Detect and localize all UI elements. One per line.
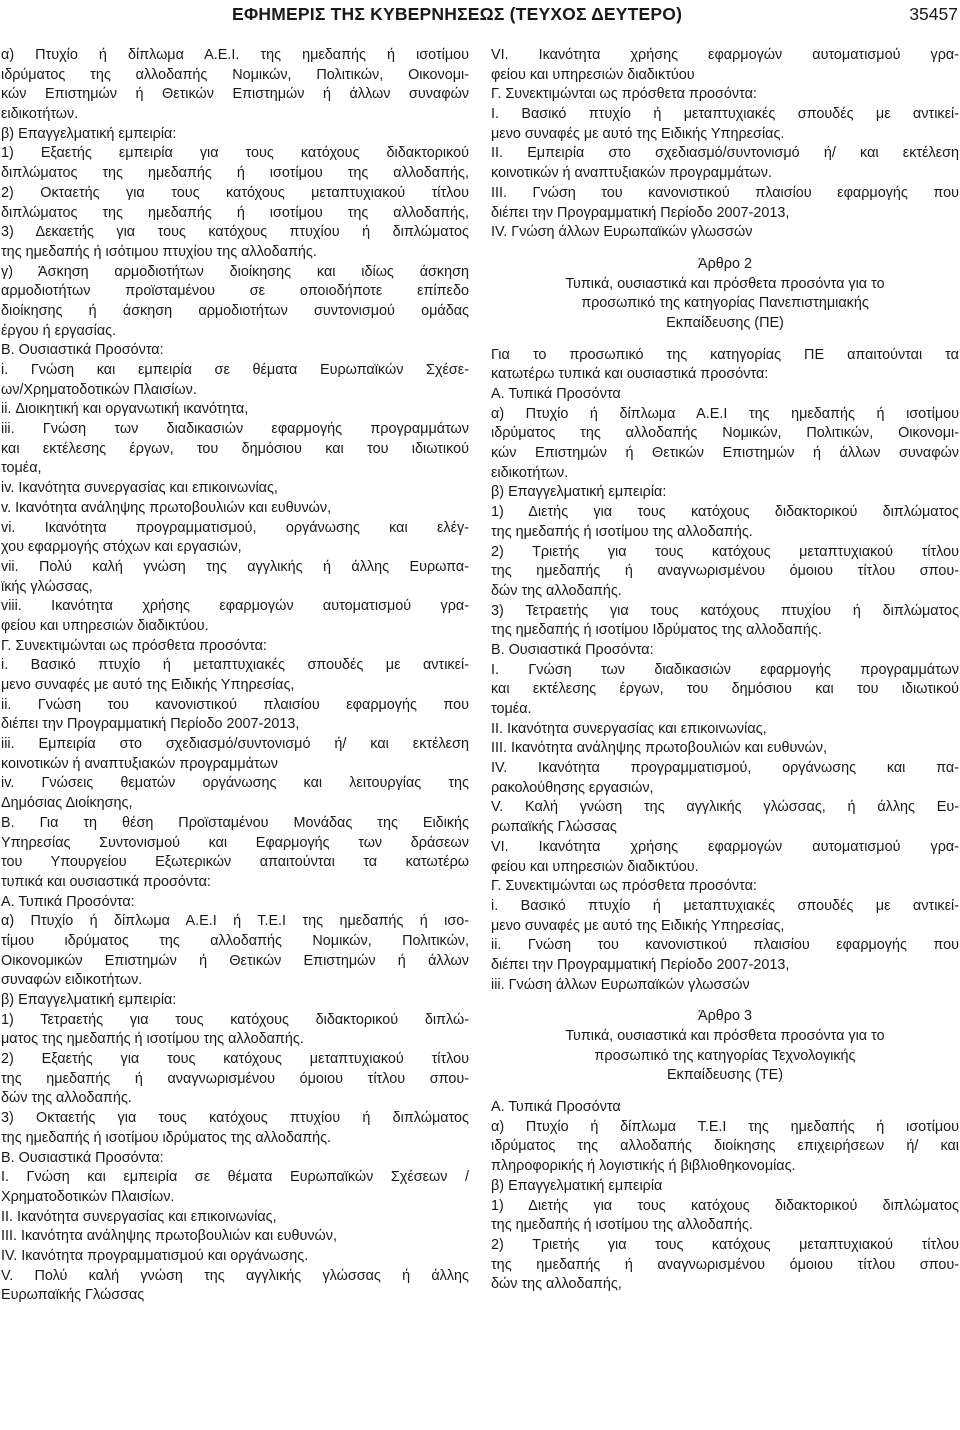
paragraph-gap [491, 243, 959, 255]
text-line: II. Εμπειρία στο σχεδιασμό/συντονισμό ή/ και εκτέλεση [491, 145, 959, 162]
text-line: πληροφορικής ή λογιστικής ή βιβλιοθηκονομίας. [491, 1158, 796, 1175]
text-line: iii. Γνώση των διαδικασιών εφαρμογής προγραμμάτων [1, 421, 469, 438]
text-line: Γ. Συνεκτιμώνται ως πρόσθετα προσόντα: [491, 86, 757, 103]
text-line: β) Επαγγελματική εμπειρία [491, 1177, 663, 1194]
text-line: Α. Τυπικά Προσόντα [491, 386, 621, 402]
text-line: v. Ικανότητα ανάληψης πρωτοβουλιών και ευθυνών, [1, 499, 332, 516]
text-line: της ημεδαπής ή ισοτίμου της αλλοδαπής. [491, 1217, 753, 1234]
text-line: τυπικά και ουσιαστικά προσόντα: [1, 873, 211, 890]
text-line: μενο συναφές με αυτό της Ειδικής Υπηρεσίας. [491, 125, 785, 142]
text-line: κών Επιστημών ή Θετικών Επιστημών ή άλλων συναφών [491, 445, 959, 462]
text-line: έργου ή εργασίας. [1, 322, 117, 339]
text-line: της ημεδαπής ή ισοτίμου της αλλοδαπής. [491, 523, 753, 540]
text-line: τομέα, [1, 460, 42, 477]
text-line: IV. Ικανότητα προγραμματισμού και οργάνωσης. [1, 1247, 309, 1264]
text-line: 2) Τριετής για τους κατόχους μεταπτυχιακού τίτλου [491, 1236, 959, 1253]
text-line: διέπει την Προγραμματική Περίοδο 2007-2013, [1, 716, 300, 733]
text-line: τομέα. [491, 701, 532, 717]
text-line: χου εφαρμογής στόχων και εργασιών, [1, 539, 242, 556]
text-line: δών της αλλοδαπής, [491, 1276, 622, 1293]
text-line: ii. Διοικητική και οργανωτική ικανότητα, [1, 401, 249, 418]
text-line: ματος της ημεδαπής ή ισοτίμου της αλλοδαπής. [1, 1031, 304, 1048]
text-line: Δημόσιας Διοίκησης, [1, 795, 133, 812]
text-line: κοινοτικών ή αναπτυξιακών προγραμμάτων [1, 755, 278, 772]
text-line: Γ. Συνεκτιμώνται ως πρόσθετα προσόντα: [491, 878, 757, 895]
text-line: κατωτέρω τυπικά και ουσιαστικά προσόντα: [491, 366, 769, 383]
text-line: vi. Ικανότητα προγραμματισμού, οργάνωσης και ελέγ- [1, 519, 469, 536]
text-line: ρακολούθησης εργασιών, [491, 779, 654, 796]
text-line: Οικονομικών Επιστημών ή Θετικών Επιστημών ή άλλων [1, 952, 469, 969]
section-heading-line: προσωπικό της κατηγορίας Πανεπιστημιακής [581, 295, 869, 312]
text-line: α) Πτυχίο ή δίπλωμα Α.Ε.Ι ή Τ.Ε.Ι της ημεδαπής ή ισο- [1, 913, 469, 930]
section-heading-line: Εκπαίδευσης (ΤΕ) [666, 1067, 784, 1084]
text-line: iii. Εμπειρία στο σχεδιασμό/συντονισμό ή/ και εκτέλεση [1, 736, 469, 753]
text-line: β) Επαγγελματική εμπειρία: [1, 125, 177, 142]
text-line: VI. Ικανότητα χρήσης εφαρμογών αυτοματισμού γρα- [491, 838, 959, 855]
text-line: I. Βασικό πτυχίο ή μεταπτυχιακές σπουδές με αντικεί- [491, 106, 959, 123]
text-line: 1) Διετής για τους κατόχους διδακτορικού διπλώματος [491, 504, 959, 521]
text-line: τίμου ιδρύματος της αλλοδαπής Νομικών, Πολιτικών, [1, 932, 469, 949]
text-line: δών της αλλοδαπής. [491, 582, 622, 599]
text-line: της ημεδαπής ή αναγνωρισμένου όμοιου τίτλου σπου- [491, 563, 959, 580]
section-heading-line: Άρθρο 2 [698, 255, 752, 272]
text-line: V. Καλή γνώση της αγγλικής γλώσσας, ή άλλης Ευ- [491, 799, 959, 816]
text-line: διοίκησης ή άσκηση αρμοδιοτήτων συντονισμού ομάδας [1, 302, 469, 319]
text-line: της ημεδαπής ή αναγνωρισμένου όμοιου τίτλου σπου- [1, 1070, 469, 1087]
text-line: και εκτέλεσης έργων, του δημόσιου και του ιδιωτικού [491, 681, 959, 698]
text-line: μενο συναφές με αυτό της Ειδικής Υπηρεσίας, [491, 917, 785, 934]
text-line: III. Γνώση του κανονιστικού πλαισίου εφαρμογής που [491, 184, 959, 201]
text-line: II. Ικανότητα συνεργασίας και επικοινωνίας, [491, 720, 767, 737]
text-line: αρμοδιοτήτων προϊσταμένου σε οποιοδήποτε επίπεδο [1, 283, 469, 300]
text-line: διέπει την Προγραμματική Περίοδο 2007-2013, [491, 956, 790, 973]
text-line: δών της αλλοδαπής. [1, 1090, 132, 1107]
text-line: viii. Ικανότητα χρήσης εφαρμογών αυτοματισμού γρα- [1, 598, 469, 615]
text-line: β) Επαγγελματική εμπειρία: [1, 992, 177, 1008]
section-heading-line: προσωπικό της κατηγορίας Τεχνολογικής [594, 1047, 856, 1064]
text-line: α) Πτυχίο ή δίπλωμα Α.Ε.Ι της ημεδαπής ή ισοτίμου [491, 405, 959, 422]
text-line: της ημεδαπής ή ισοτίμου Ιδρύματος της αλλοδαπής. [491, 622, 822, 639]
text-line: γ) Άσκηση αρμοδιοτήτων διοίκησης και ιδίως άσκηση [1, 263, 469, 280]
section-heading-line: Τυπικά, ουσιαστικά και πρόσθετα προσόντα για το [565, 1028, 885, 1044]
text-line: I. Γνώση και εμπειρία σε θέματα Ευρωπαϊκών Σχέσεων / [1, 1169, 469, 1186]
text-line: Υπηρεσίας Συντονισμού και Εφαρμογής των δράσεων [1, 834, 469, 851]
text-line: 1) Εξαετής εμπειρία για τους κατόχους διδακτορικού [1, 145, 469, 162]
paragraph-gap [491, 1086, 959, 1098]
text-line: ων/Χρηματοδοτικών Πλαισίων. [1, 381, 197, 398]
text-line: φείου και υπηρεσιών διαδικτύου. [491, 858, 699, 875]
text-line: ιδρύματος της αλλοδαπής Νομικών, Πολιτικών, Οικονομι- [1, 66, 469, 83]
text-line: 2) Εξαετής για τους κατόχους μεταπτυχιακού τίτλου [1, 1051, 469, 1068]
text-line: κών Επιστημών ή Θετικών Επιστημών ή άλλων συναφών [1, 86, 469, 103]
text-line: vii. Πολύ καλή γνώση της αγγλικής ή άλλης Ευρωπα- [1, 558, 469, 575]
text-line: i. Γνώση και εμπειρία σε θέματα Ευρωπαϊκών Σχέσε- [1, 362, 469, 378]
text-line: της ημεδαπής ή ισότιμου πτυχίου της αλλοδαπής. [1, 243, 317, 260]
text-line: φείου και υπηρεσιών διαδικτύου. [1, 617, 209, 634]
text-line: 3) Οκταετής για τους κατόχους πτυχίου ή διπλώματος [1, 1110, 469, 1127]
text-line: α) Πτυχίο ή δίπλωμα Α.Ε.Ι. της ημεδαπής ή ισοτίμου [1, 47, 469, 63]
text-line: Β. Ουσιαστικά Προσόντα: [1, 342, 164, 359]
text-line: ιδρύματος της αλλοδαπής Νομικών, Πολιτικών, Οικονομι- [491, 425, 959, 442]
text-line: 2) Οκταετής για τους κατόχους μεταπτυχιακού τίτλου [1, 184, 469, 201]
text-line: Α. Τυπικά Προσόντα: [1, 893, 135, 910]
text-line: διπλώματος της ημεδαπής ή ισοτίμου της αλλοδαπής, [1, 204, 469, 221]
text-line: ειδικοτήτων. [491, 464, 569, 481]
text-line: 3) Δεκαετής για τους κατόχους πτυχίου ή διπλώματος [1, 224, 469, 241]
text-line: III. Ικανότητα ανάληψης πρωτοβουλιών και ευθυνών, [491, 740, 827, 757]
text-line: ii. Γνώση του κανονιστικού πλαισίου εφαρμογής που [1, 696, 469, 713]
text-line: I. Γνώση των διαδικασιών εφαρμογής προγραμμάτων [491, 661, 959, 678]
text-line: 1) Διετής για τους κατόχους διδακτορικού διπλώματος [491, 1197, 959, 1214]
text-line: διπλώματος της ημεδαπής ή ισοτίμου της αλλοδαπής, [1, 165, 469, 182]
text-line: 2) Τριετής για τους κατόχους μεταπτυχιακού τίτλου [491, 543, 959, 560]
text-line: IV. Γνώση άλλων Ευρωπαϊκών γλωσσών [491, 224, 753, 241]
text-line: i. Βασικό πτυχίο ή μεταπτυχιακές σπουδές με αντικεί- [1, 657, 469, 674]
text-line: ρωπαϊκής Γλώσσας [491, 819, 617, 836]
text-line: VI. Ικανότητα χρήσης εφαρμογών αυτοματισμού γρα- [491, 47, 959, 63]
text-line: Β. Ουσιαστικά Προσόντα: [1, 1149, 164, 1166]
text-line: ϊκής γλώσσας, [1, 578, 93, 595]
section-heading-line: Άρθρο 3 [698, 1008, 752, 1025]
text-line: 3) Τετραετής για τους κατόχους πτυχίου ή διπλώματος [491, 602, 959, 619]
text-line: συναφών ειδικοτήτων. [1, 972, 143, 989]
text-line: φείου και υπηρεσιών διαδικτύου [491, 66, 695, 83]
text-line: μενο συναφές με αυτό της Ειδικής Υπηρεσίας, [1, 677, 295, 693]
text-line: Για το προσωπικό της κατηγορίας ΠΕ απαιτούνται τα [491, 346, 959, 363]
text-line: iv. Γνώσεις θεματών οργάνωσης και λειτουργίας της [1, 775, 469, 792]
text-line: διέπει την Προγραμματική Περίοδο 2007-2013, [491, 204, 790, 221]
text-line: ii. Γνώση του κανονιστικού πλαισίου εφαρμογής που [491, 937, 959, 954]
text-line: Α. Τυπικά Προσόντα [491, 1099, 621, 1116]
text-line: Γ. Συνεκτιμώνται ως πρόσθετα προσόντα: [1, 637, 267, 654]
right-column [491, 46, 959, 1295]
text-line: iii. Γνώση άλλων Ευρωπαϊκών γλωσσών [491, 976, 750, 993]
text-line: της ημεδαπής ή ισοτίμου ιδρύματος της αλλοδαπής. [1, 1129, 332, 1146]
text-line: 1) Τετραετής για τους κατόχους διδακτορικού διπλώ- [1, 1011, 469, 1028]
text-line: II. Ικανότητα συνεργασίας και επικοινωνίας, [1, 1208, 277, 1225]
text-line: ιδρύματος της αλλοδαπής διοίκησης επιχειρήσεων ή/ και [491, 1138, 959, 1155]
page-header [0, 0, 960, 40]
text-line: Β. Για τη θέση Προϊσταμένου Μονάδας της Ειδικής [1, 814, 469, 831]
text-line: V. Πολύ καλή γνώση της αγγλικής γλώσσας ή άλλης [1, 1267, 469, 1284]
text-line: IV. Ικανότητα προγραμματισμού, οργάνωσης και πα- [491, 760, 959, 777]
paragraph-gap [491, 995, 959, 1007]
text-line: της ημεδαπής ή αναγνωρισμένου όμοιου τίτλου σπου- [491, 1256, 959, 1273]
text-line: και εκτέλεσης έργων, του δημόσιου και του ιδιωτικού [1, 440, 469, 457]
paragraph-gap [491, 334, 959, 346]
page-number: 35457 [909, 4, 958, 24]
text-line: α) Πτυχίο ή δίπλωμα Τ.Ε.Ι της ημεδαπής ή ισοτίμου [491, 1118, 959, 1135]
text-line: κοινοτικών ή αναπτυξιακών προγραμμάτων. [491, 165, 772, 182]
section-heading-line: Τυπικά, ουσιαστικά και πρόσθετα προσόντα για το [565, 275, 885, 292]
section-heading-line: Εκπαίδευσης (ΠΕ) [666, 314, 784, 331]
left-column [1, 46, 469, 1306]
text-line: Χρηματοδοτικών Πλαισίων. [1, 1188, 175, 1205]
text-line: iv. Ικανότητα συνεργασίας και επικοινωνίας, [1, 480, 278, 497]
gazette-title: ΕΦΗΜΕΡΙΣ ΤΗΣ ΚΥΒΕΡΝΗΣΕΩΣ (ΤΕΥΧΟΣ ΔΕΥΤΕΡΟ) [232, 4, 683, 24]
text-line: i. Βασικό πτυχίο ή μεταπτυχιακές σπουδές με αντικεί- [491, 897, 959, 914]
text-line: Ευρωπαϊκής Γλώσσας [1, 1287, 145, 1304]
text-line: III. Ικανότητα ανάληψης πρωτοβουλιών και ευθυνών, [1, 1228, 337, 1245]
text-line: του Υπουργείου Εξωτερικών απαιτούνται τα κατωτέρω [1, 854, 469, 871]
text-line: ειδικοτήτων. [1, 106, 79, 123]
text-line: β) Επαγγελματική εμπειρία: [491, 484, 667, 501]
text-line: Β. Ουσιαστικά Προσόντα: [491, 641, 654, 658]
